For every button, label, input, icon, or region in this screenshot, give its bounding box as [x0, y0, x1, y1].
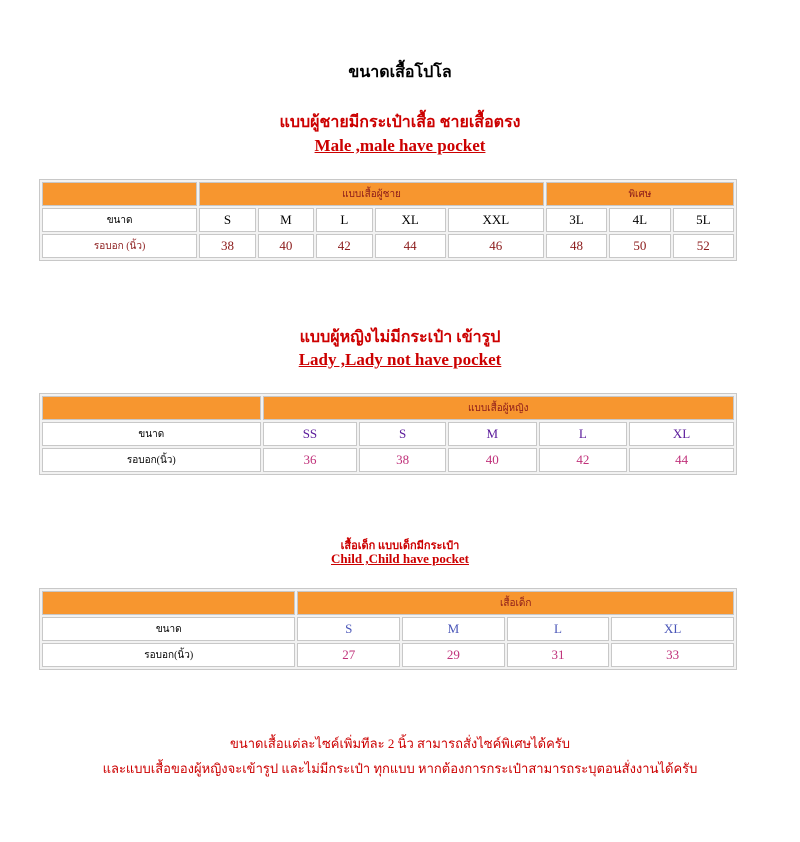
- male-group-header: แบบเสื้อผู้ชาย: [199, 182, 544, 206]
- male-header-blank: [42, 182, 197, 206]
- child-chest-row: [42, 643, 734, 667]
- male-chest-cell: 46: [448, 234, 544, 258]
- child-heading-english: Child ,Child have pocket: [331, 551, 469, 566]
- male-chest-row-label: รอบอก (นิ้ว): [42, 234, 197, 258]
- lady-size-table: [39, 393, 737, 475]
- lady-size-cell: L: [539, 422, 628, 446]
- male-size-cell: XL: [375, 208, 446, 232]
- child-size-cell: M: [402, 617, 505, 641]
- male-size-row-label: ขนาด: [42, 208, 197, 232]
- lady-chest-cell: 38: [359, 448, 446, 472]
- male-size-cell: 4L: [609, 208, 670, 232]
- lady-group-header: แบบเสื้อผู้หญิง: [263, 396, 734, 420]
- male-chest-cell: 50: [609, 234, 670, 258]
- lady-chest-cell: 44: [629, 448, 734, 472]
- lady-header-blank: [42, 396, 261, 420]
- lady-chest-row-label: รอบอก(นิ้ว): [42, 448, 261, 472]
- male-size-row: [42, 208, 734, 232]
- child-header-blank: [42, 591, 295, 615]
- male-size-cell: S: [199, 208, 255, 232]
- child-chest-cell: 29: [402, 643, 505, 667]
- child-size-cell: L: [507, 617, 610, 641]
- male-chest-cell: 38: [199, 234, 255, 258]
- lady-chest-row: [42, 448, 734, 472]
- footer-note-line1: ขนาดเสื้อแต่ละไซค์เพิ่มทีละ 2 นิ้ว สามารถสั่งไซค์พิเศษได้ครับ: [229, 736, 571, 751]
- male-size-table: [39, 179, 737, 261]
- lady-size-row-label: ขนาด: [42, 422, 261, 446]
- child-size-cell: S: [297, 617, 400, 641]
- male-chest-cell: 40: [258, 234, 314, 258]
- lady-size-row: [42, 422, 734, 446]
- child-chest-row-label: รอบอก(นิ้ว): [42, 643, 295, 667]
- male-extra-header: พิเศษ: [546, 182, 734, 206]
- child-size-row-label: ขนาด: [42, 617, 295, 641]
- child-size-row: [42, 617, 734, 641]
- male-chest-cell: 52: [673, 234, 734, 258]
- child-size-table: [39, 588, 737, 670]
- male-chest-cell: 42: [316, 234, 372, 258]
- child-size-cell: XL: [611, 617, 734, 641]
- child-group-header: เสื้อเด็ก: [297, 591, 734, 615]
- lady-heading-english: Lady ,Lady not have pocket: [298, 350, 502, 369]
- male-chest-cell: 48: [546, 234, 607, 258]
- child-heading-thai: เสื้อเด็ก แบบเด็กมีกระเป๋า: [340, 540, 460, 552]
- child-chest-cell: 31: [507, 643, 610, 667]
- male-size-cell: 3L: [546, 208, 607, 232]
- lady-size-cell: M: [448, 422, 537, 446]
- lady-chest-cell: 42: [539, 448, 628, 472]
- child-chest-cell: 27: [297, 643, 400, 667]
- male-size-cell: 5L: [673, 208, 734, 232]
- male-heading-english: Male ,male have pocket: [314, 136, 486, 155]
- male-size-cell: L: [316, 208, 372, 232]
- male-chest-row: [42, 234, 734, 258]
- lady-chest-cell: 36: [263, 448, 358, 472]
- page-title: ขนาดเสื้อโปโล: [348, 64, 452, 81]
- male-size-cell: M: [258, 208, 314, 232]
- male-chest-cell: 44: [375, 234, 446, 258]
- male-heading-thai: แบบผู้ชายมีกระเป๋าเสื้อ ชายเสื้อตรง: [279, 114, 521, 131]
- footer-note-line2: และแบบเสื้อของผู้หญิงจะเข้ารูป และไม่มีกระเป๋า ทุกแบบ หากต้องการกระเป๋าสามารถระบุตอนสั่งงานได้ครับ: [102, 761, 698, 776]
- lady-size-cell: SS: [263, 422, 358, 446]
- child-chest-cell: 33: [611, 643, 734, 667]
- lady-heading-thai: แบบผู้หญิงไม่มีกระเป๋า เข้ารูป: [299, 329, 501, 346]
- male-size-cell: XXL: [448, 208, 544, 232]
- lady-size-cell: XL: [629, 422, 734, 446]
- lady-size-cell: S: [359, 422, 446, 446]
- lady-chest-cell: 40: [448, 448, 537, 472]
